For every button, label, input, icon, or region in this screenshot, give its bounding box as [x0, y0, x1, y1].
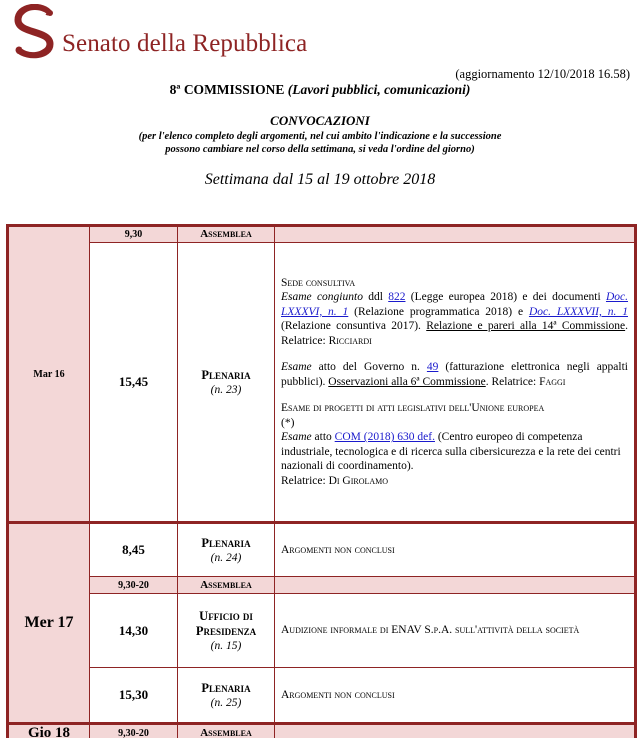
session-time: 8,45	[90, 523, 178, 577]
session-time: 15,45	[90, 243, 178, 523]
agenda-item: Esame di progetti di atti legislativi dell'Unione europea (*) Esame atto COM (2018) 630 def. (Centro europeo di competenza industriale, tecnologica e di ricerca sulla cibersicurezza e la rete dei centri nazionali di coordinamento). Relatrice: Di Girolamo	[281, 402, 621, 487]
rapporteur: Di Girolamo	[328, 474, 389, 487]
assembly-label: Assemblea	[178, 577, 275, 594]
day-cell: Mer 17	[8, 523, 90, 724]
commission-heading	[0, 82, 640, 98]
doc-link[interactable]: Doc. LXXXVII, n. 1	[528, 305, 628, 318]
session-row	[8, 668, 636, 724]
section-title: Sede consultiva	[281, 276, 356, 289]
session-number: (n. 25)	[210, 696, 242, 709]
assembly-row	[8, 724, 636, 738]
session-number: (n. 24)	[210, 551, 242, 564]
note-line-1: (per l'elenco completo degli argomenti, nel cui ambito l'indicazione e la successione	[138, 131, 502, 142]
session-number: (n. 23)	[210, 383, 242, 396]
session-name: Ufficio di Presidenza	[195, 608, 257, 638]
assembly-row	[8, 577, 636, 594]
agenda-item: Esame congiunto ddl 822 (Legge europea 2018) e dei documenti Doc. LXXXVI, n. 1 (Relazione programmatica 2018) e Doc. LXXXVII, n. 1 (Relazione consuntiva 2017). Relazione e pareri alla 14ª Commissione. Relatrice: Ricciardi	[281, 291, 629, 347]
doc-link[interactable]: Doc. LXXXVI, n. 1	[281, 291, 629, 318]
rapporteur: Faggi	[539, 375, 566, 388]
agenda-content: Argomenti non conclusi	[275, 523, 636, 577]
session-name: Plenaria	[201, 680, 251, 695]
brand-name: Senato della Repubblica	[62, 30, 308, 57]
update-timestamp: (aggiornamento 12/10/2018 16.58)	[455, 67, 630, 81]
session-name: Plenaria	[201, 535, 251, 550]
session-row	[8, 594, 636, 668]
session-type	[178, 523, 275, 577]
session-row	[8, 523, 636, 577]
com-link[interactable]: COM (2018) 630 def.	[334, 431, 435, 444]
day-cell: Mar 16	[8, 226, 90, 523]
assembly-label: Assemblea	[178, 724, 275, 738]
schedule-table	[6, 224, 637, 738]
session-time: 14,30	[90, 594, 178, 668]
session-type	[178, 668, 275, 724]
week-range: Settimana dal 15 al 19 ottobre 2018	[204, 171, 436, 188]
commission-number: 8ª COMMISSIONE	[169, 82, 285, 97]
convocations-note	[0, 130, 640, 156]
act-link[interactable]: 49	[426, 361, 439, 374]
assembly-time: 9,30-20	[90, 577, 178, 594]
assembly-time: 9,30-20	[90, 724, 178, 738]
ddl-link[interactable]: 822	[388, 291, 406, 304]
session-time: 15,30	[90, 668, 178, 724]
note-line-2: possono cambiare nel corso della settimana, si veda l'ordine del giorno)	[165, 144, 475, 155]
agenda-content	[275, 243, 636, 523]
section-title: Esame di progetti di atti legislativi dell'Unione europea	[281, 402, 545, 415]
agenda-content: Argomenti non conclusi	[275, 668, 636, 724]
senate-logo-icon	[10, 4, 60, 60]
session-type	[178, 243, 275, 523]
agenda-item: Esame atto del Governo n. 49 (fatturazione elettronica negli appalti pubblici). Osservazioni alla 6ª Commissione. Relatrice: Faggi	[281, 361, 628, 388]
assembly-label: Assemblea	[178, 226, 275, 243]
session-number: (n. 15)	[210, 639, 242, 652]
agenda-content: Audizione informale di ENAV S.p.A. sull'attività della società	[275, 594, 636, 668]
commission-name: (Lavori pubblici, comunicazioni)	[287, 82, 471, 97]
assembly-row	[8, 226, 636, 243]
day-cell: Gio 18	[8, 724, 90, 738]
session-type	[178, 594, 275, 668]
rapporteur: Ricciardi	[328, 334, 372, 347]
session-name: Plenaria	[201, 367, 251, 382]
assembly-time: 9,30	[90, 226, 178, 243]
session-row	[8, 243, 636, 523]
convocations-title: CONVOCAZIONI	[270, 113, 370, 128]
